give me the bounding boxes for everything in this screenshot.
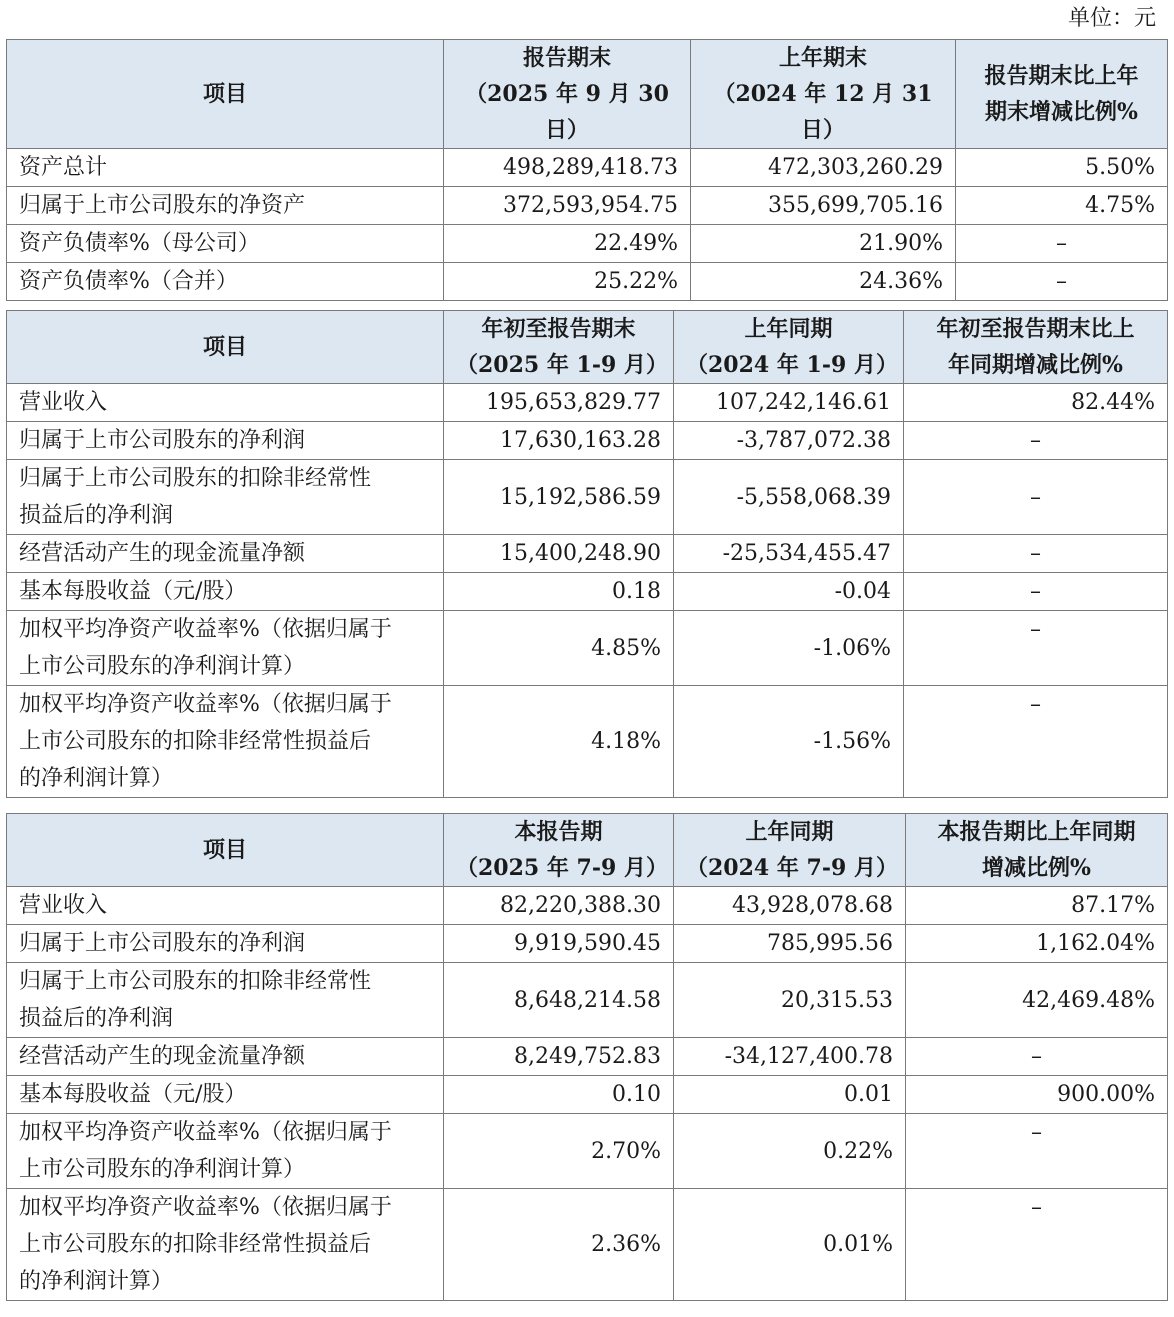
row-current: 8,249,752.83 (444, 1038, 674, 1076)
table-row (7, 535, 1168, 573)
table-row (7, 149, 1168, 187)
row-item: 经营活动产生的现金流量净额 (7, 535, 444, 573)
table-row (7, 263, 1168, 301)
header-current: 本报告期 （2025 年 7-9 月） (444, 814, 674, 887)
row-current: 195,653,829.77 (444, 384, 674, 422)
row-change: – (904, 686, 1168, 798)
row-prior: 0.01 (674, 1076, 906, 1114)
row-item: 营业收入 (7, 384, 444, 422)
row-current: 372,593,954.75 (444, 187, 691, 225)
row-change: – (904, 460, 1168, 535)
table-row (7, 1076, 1168, 1114)
table-row (7, 384, 1168, 422)
balance-sheet-table (6, 39, 1168, 301)
row-item: 营业收入 (7, 887, 444, 925)
row-current: 25.22% (444, 263, 691, 301)
table-row (7, 422, 1168, 460)
header-current: 年初至报告期末 （2025 年 1-9 月） (444, 311, 674, 384)
row-change: 4.75% (956, 187, 1168, 225)
table-row (7, 573, 1168, 611)
row-prior: -1.56% (674, 686, 904, 798)
row-prior: 107,242,146.61 (674, 384, 904, 422)
row-change: 42,469.48% (906, 963, 1168, 1038)
row-change: – (904, 535, 1168, 573)
row-item: 资产负债率%（合并） (7, 263, 444, 301)
row-item: 经营活动产生的现金流量净额 (7, 1038, 444, 1076)
row-prior: 24.36% (691, 263, 956, 301)
table-header-row (7, 40, 1168, 149)
table-header-row (7, 814, 1168, 887)
header-prior: 上年同期 （2024 年 1-9 月） (674, 311, 904, 384)
row-current: 22.49% (444, 225, 691, 263)
table-header-row (7, 311, 1168, 384)
row-current: 4.85% (444, 611, 674, 686)
row-change: – (956, 263, 1168, 301)
row-current: 2.70% (444, 1114, 674, 1189)
row-prior: 0.01% (674, 1189, 906, 1301)
row-change: – (906, 1114, 1168, 1189)
table-row (7, 611, 1168, 686)
row-current: 9,919,590.45 (444, 925, 674, 963)
row-item: 加权平均净资产收益率%（依据归属于 上市公司股东的净利润计算） (7, 611, 444, 686)
row-item: 加权平均净资产收益率%（依据归属于 上市公司股东的扣除非经常性损益后 的净利润计算） (7, 686, 444, 798)
row-item: 归属于上市公司股东的净利润 (7, 925, 444, 963)
row-current: 2.36% (444, 1189, 674, 1301)
header-prior: 上年同期 （2024 年 7-9 月） (674, 814, 906, 887)
row-item: 加权平均净资产收益率%（依据归属于 上市公司股东的净利润计算） (7, 1114, 444, 1189)
header-item: 项目 (7, 814, 444, 887)
row-current: 8,648,214.58 (444, 963, 674, 1038)
row-prior: -3,787,072.38 (674, 422, 904, 460)
row-change: 5.50% (956, 149, 1168, 187)
row-change: – (906, 1189, 1168, 1301)
row-change: – (904, 422, 1168, 460)
table-row (7, 1038, 1168, 1076)
table-row (7, 460, 1168, 535)
row-current: 15,192,586.59 (444, 460, 674, 535)
row-change: – (904, 573, 1168, 611)
row-item: 资产总计 (7, 149, 444, 187)
table-row (7, 686, 1168, 798)
row-prior: -0.04 (674, 573, 904, 611)
row-item: 归属于上市公司股东的净利润 (7, 422, 444, 460)
row-item: 加权平均净资产收益率%（依据归属于 上市公司股东的扣除非经常性损益后 的净利润计算） (7, 1189, 444, 1301)
header-prior: 上年期末 （2024 年 12 月 31 日） (691, 40, 956, 149)
table-row (7, 963, 1168, 1038)
row-current: 17,630,163.28 (444, 422, 674, 460)
row-prior: 472,303,260.29 (691, 149, 956, 187)
quarter-table (6, 813, 1168, 1301)
header-change: 年初至报告期末比上 年同期增减比例% (904, 311, 1168, 384)
ytd-table (6, 310, 1168, 798)
unit-label: 单位：元 (1067, 6, 1156, 31)
row-prior: 43,928,078.68 (674, 887, 906, 925)
header-item: 项目 (7, 40, 444, 149)
table-row (7, 225, 1168, 263)
row-prior: 0.22% (674, 1114, 906, 1189)
row-prior: 20,315.53 (674, 963, 906, 1038)
row-prior: -5,558,068.39 (674, 460, 904, 535)
row-item: 资产负债率%（母公司） (7, 225, 444, 263)
header-current: 报告期末 （2025 年 9 月 30 日） (444, 40, 691, 149)
row-prior: -34,127,400.78 (674, 1038, 906, 1076)
row-current: 82,220,388.30 (444, 887, 674, 925)
table-row (7, 187, 1168, 225)
row-current: 15,400,248.90 (444, 535, 674, 573)
row-change: – (906, 1038, 1168, 1076)
header-change: 本报告期比上年同期 增减比例% (906, 814, 1168, 887)
header-item: 项目 (7, 311, 444, 384)
row-prior: 355,699,705.16 (691, 187, 956, 225)
row-change: 900.00% (906, 1076, 1168, 1114)
header-change: 报告期末比上年 期末增减比例% (956, 40, 1168, 149)
row-item: 归属于上市公司股东的扣除非经常性 损益后的净利润 (7, 460, 444, 535)
row-item: 归属于上市公司股东的净资产 (7, 187, 444, 225)
row-item: 基本每股收益（元/股） (7, 1076, 444, 1114)
row-current: 0.10 (444, 1076, 674, 1114)
table-row (7, 1189, 1168, 1301)
row-current: 498,289,418.73 (444, 149, 691, 187)
table-row (7, 887, 1168, 925)
row-change: 87.17% (906, 887, 1168, 925)
row-change: – (904, 611, 1168, 686)
row-prior: 785,995.56 (674, 925, 906, 963)
row-change: – (956, 225, 1168, 263)
row-item: 归属于上市公司股东的扣除非经常性 损益后的净利润 (7, 963, 444, 1038)
row-item: 基本每股收益（元/股） (7, 573, 444, 611)
row-change: 1,162.04% (906, 925, 1168, 963)
row-change: 82.44% (904, 384, 1168, 422)
row-prior: -1.06% (674, 611, 904, 686)
row-current: 4.18% (444, 686, 674, 798)
row-current: 0.18 (444, 573, 674, 611)
row-prior: 21.90% (691, 225, 956, 263)
row-prior: -25,534,455.47 (674, 535, 904, 573)
table-row (7, 925, 1168, 963)
table-row (7, 1114, 1168, 1189)
